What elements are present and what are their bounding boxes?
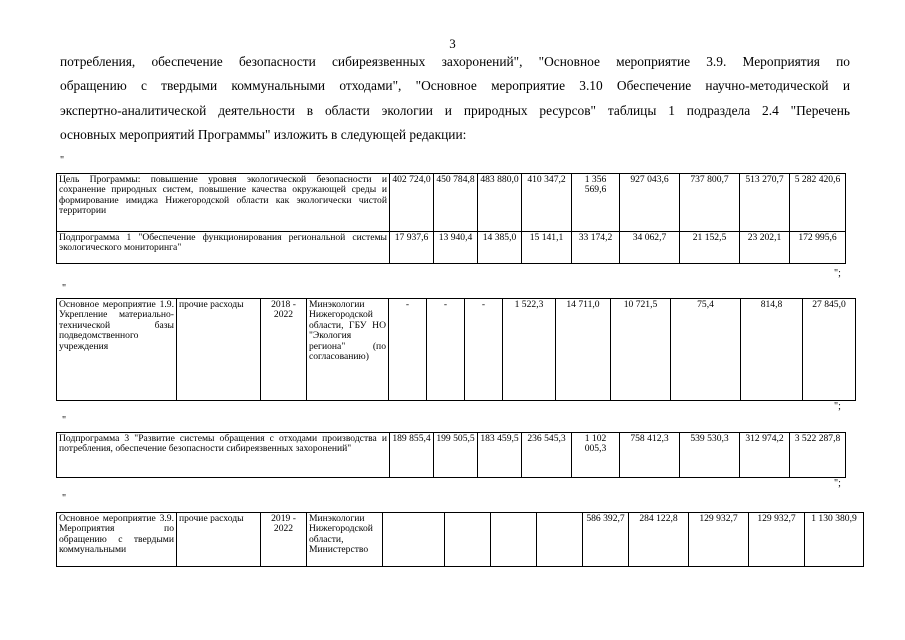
- table-row: [57, 433, 846, 478]
- value-cell: [445, 513, 491, 567]
- row-name: Подпрограмма 1 "Обеспечение функционирования региональной системы экологического мониторинга": [57, 232, 390, 264]
- value-cell: 1 102 005,3: [572, 433, 620, 478]
- value-cell: 10 721,5: [611, 299, 671, 401]
- value-cell: 312 974,2: [740, 433, 790, 478]
- value-cell: 14 385,0: [478, 232, 522, 264]
- value-cell: 15 141,1: [522, 232, 572, 264]
- value-cell: 17 937,6: [390, 232, 434, 264]
- value-cell: 1 130 380,9: [805, 513, 864, 567]
- table-row: [57, 513, 864, 567]
- value-cell: 284 122,8: [629, 513, 689, 567]
- value-cell: 13 940,4: [434, 232, 478, 264]
- value-cell: 1 356 569,6: [572, 174, 620, 232]
- quote-open-4: ": [62, 493, 67, 504]
- value-cell: -: [465, 299, 503, 401]
- expense-type: прочие расходы: [177, 513, 261, 567]
- value-cell: 129 932,7: [689, 513, 749, 567]
- value-cell: 14 711,0: [556, 299, 611, 401]
- measure-name: Основное мероприятие 3.9. Мероприятия по обращению с твердыми коммунальными: [57, 513, 177, 567]
- value-cell: 410 347,2: [522, 174, 572, 232]
- paragraph-line: экспертно-аналитической деятельности в области экологии и природных ресурсов" таблицы 1 подраздела 2.4 "Перечень: [60, 102, 850, 118]
- value-cell: -: [389, 299, 427, 401]
- row-name: Подпрограмма 3 "Развитие системы обращения с отходами производства и потребления, обеспечение безопасности сибиреязвенных захоронений": [57, 433, 390, 478]
- expense-type: прочие расходы: [177, 299, 261, 401]
- intro-paragraph: [60, 50, 850, 147]
- value-cell: 189 855,4: [390, 433, 434, 478]
- value-cell: [537, 513, 583, 567]
- measure-name: Основное мероприятие 1.9. Укрепление материально-технической базы подведомственного учреждения: [57, 299, 177, 401]
- value-cell: 3 522 287,8: [790, 433, 846, 478]
- value-cell: 34 062,7: [620, 232, 680, 264]
- measure-1-9-table: [56, 298, 856, 401]
- table-row: [57, 299, 856, 401]
- row-name: Цель Программы: повышение уровня экологической безопасности и сохранение природных систем, повышение качества окружающей среды и формирование имиджа Нижегородской области как экологически чистой территории: [57, 174, 390, 232]
- quote-open-1: ": [60, 155, 65, 166]
- executor: Минэкологии Нижегородской области, ГБУ НО "Экология региона" (по согласованию): [307, 299, 389, 401]
- value-cell: 513 270,7: [740, 174, 790, 232]
- value-cell: -: [427, 299, 465, 401]
- value-cell: 1 522,3: [503, 299, 556, 401]
- page-number: 3: [449, 36, 456, 51]
- value-cell: [491, 513, 537, 567]
- quote-open-3: ": [62, 415, 67, 426]
- measure-3-9-table: [56, 512, 864, 567]
- quote-close-1: ";: [834, 268, 841, 279]
- value-cell: 33 174,2: [572, 232, 620, 264]
- value-cell: 236 545,3: [522, 433, 572, 478]
- quote-close-2: ";: [834, 401, 841, 412]
- table-row: [57, 174, 846, 232]
- value-cell: 75,4: [671, 299, 741, 401]
- value-cell: 199 505,5: [434, 433, 478, 478]
- value-cell: 737 800,7: [680, 174, 740, 232]
- period: 2019 - 2022: [261, 513, 307, 567]
- value-cell: [383, 513, 445, 567]
- executor: Минэкологии Нижегородской области, Министерство: [307, 513, 383, 567]
- period: 2018 - 2022: [261, 299, 307, 401]
- value-cell: 586 392,7: [583, 513, 629, 567]
- value-cell: 483 880,0: [478, 174, 522, 232]
- paragraph-line: основных мероприятий Программы" изложить в следующей редакции:: [60, 126, 467, 142]
- value-cell: 402 724,0: [390, 174, 434, 232]
- value-cell: 814,8: [741, 299, 803, 401]
- value-cell: 23 202,1: [740, 232, 790, 264]
- value-cell: 129 932,7: [749, 513, 805, 567]
- value-cell: 183 459,5: [478, 433, 522, 478]
- subprogram-3-table: [56, 432, 846, 478]
- value-cell: 172 995,6: [790, 232, 846, 264]
- table-row: [57, 232, 846, 264]
- paragraph-line: потребления, обеспечение безопасности сибиреязвенных захоронений", "Основное мероприятие 3.9. Мероприятия по: [60, 54, 850, 69]
- value-cell: 5 282 420,6: [790, 174, 846, 232]
- quote-open-2: ": [62, 283, 67, 294]
- value-cell: 27 845,0: [803, 299, 856, 401]
- program-goal-table: [56, 173, 846, 264]
- value-cell: 758 412,3: [620, 433, 680, 478]
- value-cell: 539 530,3: [680, 433, 740, 478]
- quote-close-3: ";: [834, 478, 841, 489]
- value-cell: 21 152,5: [680, 232, 740, 264]
- paragraph-line: обращению с твердыми коммунальными отходами", "Основное мероприятие 3.10 Обеспечение научно-методической и: [60, 78, 850, 94]
- value-cell: 450 784,8: [434, 174, 478, 232]
- value-cell: 927 043,6: [620, 174, 680, 232]
